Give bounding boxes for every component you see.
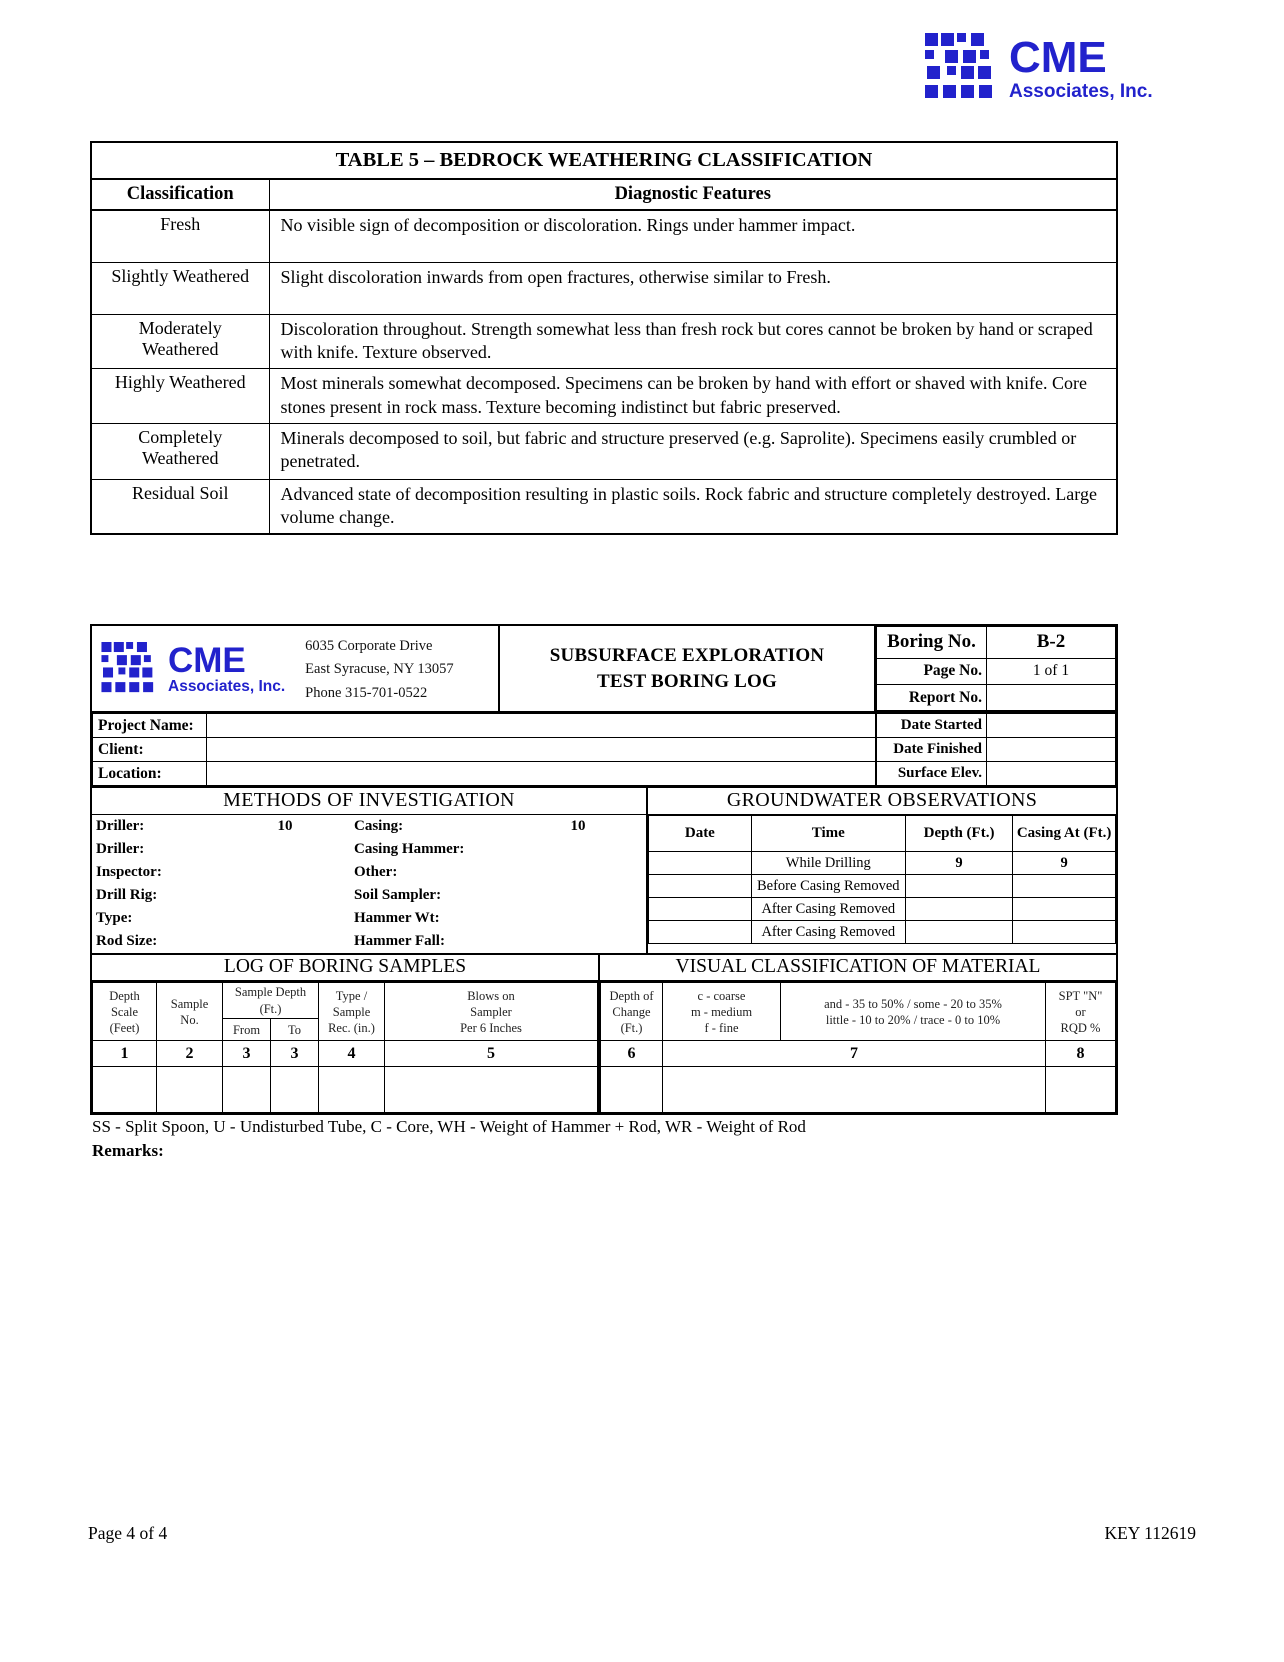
- methods-row: [92, 815, 646, 838]
- page-no-row: [877, 658, 1116, 684]
- date-elev-fields: [876, 713, 1116, 786]
- classification-number-row: [601, 1041, 1116, 1067]
- table5-title: TABLE 5 – BEDROCK WEATHERING CLASSIFICATION: [91, 142, 1117, 179]
- driller-label: Driller:: [96, 818, 145, 835]
- gw-depth[interactable]: [905, 875, 1012, 898]
- project-name-label: Project Name:: [93, 714, 207, 738]
- sample-legend: SS - Split Spoon, U - Undisturbed Tube, C - Core, WH - Weight of Hammer + Rod, WR - Weight of Rod: [92, 1117, 806, 1136]
- project-name-value[interactable]: [207, 714, 876, 738]
- gw-time: Before Casing Removed: [751, 875, 905, 898]
- col-num-4: 4: [319, 1041, 385, 1067]
- date-finished-label: Date Finished: [877, 738, 987, 762]
- casing-label: Casing:: [354, 818, 404, 835]
- driller-value[interactable]: 10: [277, 818, 293, 835]
- methods-row: [92, 884, 646, 907]
- gw-date[interactable]: [649, 921, 752, 944]
- document-title: [500, 626, 876, 711]
- header-type-rec: Type / Sample Rec. (in.): [319, 983, 385, 1041]
- cell-spt-n[interactable]: [1046, 1067, 1116, 1113]
- footer-key-number: KEY 112619: [1104, 1523, 1196, 1543]
- classification-cell: Residual Soil: [91, 479, 269, 534]
- client-value[interactable]: [207, 738, 876, 762]
- date-started-label: Date Started: [877, 714, 987, 738]
- visual-classification-section: [600, 955, 1116, 1113]
- casing-hammer-value[interactable]: [510, 838, 646, 861]
- hammer-wt-value[interactable]: [510, 907, 646, 930]
- drill-rig-value[interactable]: [220, 884, 350, 907]
- cell-type-rec[interactable]: [319, 1067, 385, 1113]
- gw-time: After Casing Removed: [751, 921, 905, 944]
- header-blows: Blows on Sampler Per 6 Inches: [385, 983, 598, 1041]
- features-cell: Discoloration throughout. Strength somewhat less than fresh rock but cores cannot be broken by hand or scraped with knife. Texture observed.: [269, 314, 1117, 369]
- table-row: [91, 210, 1117, 262]
- date-finished-value[interactable]: [987, 738, 1116, 762]
- features-cell: No visible sign of decomposition or discoloration. Rings under hammer impact.: [269, 210, 1117, 262]
- cell-material-description[interactable]: [663, 1067, 1046, 1113]
- driller2-value[interactable]: [220, 838, 350, 861]
- header-depth-change: Depth of Change (Ft.): [601, 983, 663, 1041]
- boring-no-row: [877, 627, 1116, 659]
- methods-groundwater-block: [92, 788, 1116, 955]
- header-depth-scale: Depth Scale (Feet): [93, 983, 157, 1041]
- classification-section-title: VISUAL CLASSIFICATION OF MATERIAL: [600, 955, 1116, 982]
- column-header-diagnostic-features: Diagnostic Features: [269, 179, 1117, 210]
- rod-size-label: Rod Size:: [96, 933, 158, 950]
- classification-data-row[interactable]: [601, 1067, 1116, 1113]
- col-num-6: 6: [601, 1041, 663, 1067]
- col-num-3a: 3: [223, 1041, 271, 1067]
- classification-header-row: [601, 983, 1116, 1041]
- company-address: [293, 632, 453, 705]
- page-no-value[interactable]: 1 of 1: [987, 658, 1116, 684]
- project-fields: [92, 713, 876, 786]
- groundwater-row: [649, 898, 1116, 921]
- location-label: Location:: [93, 762, 207, 786]
- cme-subtitle: Associates, Inc.: [168, 677, 286, 695]
- groundwater-observations-section: [648, 788, 1116, 953]
- groundwater-section-title: GROUNDWATER OBSERVATIONS: [648, 788, 1116, 815]
- surface-elev-row: [877, 762, 1116, 786]
- gw-casing-at[interactable]: 9: [1013, 852, 1116, 875]
- address-line-1: 6035 Corporate Drive: [305, 638, 433, 654]
- table-row: [91, 479, 1117, 534]
- location-row: [93, 762, 876, 786]
- features-cell: Most minerals somewhat decomposed. Specimens can be broken by hand with effort or shaved with knife. Core stones present in rock mass. Texture becoming indistinct but fabric preserved.: [269, 369, 1117, 424]
- cme-pixel-mark-icon: [925, 33, 999, 103]
- methods-row: [92, 861, 646, 884]
- other-label: Other:: [354, 864, 398, 881]
- casing-value[interactable]: 10: [570, 818, 586, 835]
- boring-no-value[interactable]: B-2: [987, 627, 1116, 659]
- features-cell: Minerals decomposed to soil, but fabric and structure preserved (e.g. Saprolite). Specimens easily crumbled or penetrated.: [269, 423, 1117, 479]
- col-num-8: 8: [1046, 1041, 1116, 1067]
- cell-depth-scale[interactable]: [93, 1067, 157, 1113]
- cell-depth-change[interactable]: [601, 1067, 663, 1113]
- log-of-boring-samples-section: [92, 955, 600, 1113]
- samples-classification-block: [92, 955, 1116, 1113]
- gw-date[interactable]: [649, 875, 752, 898]
- table-row: [91, 423, 1117, 479]
- inspector-label: Inspector:: [96, 864, 162, 881]
- header-proportions: and - 35 to 50% / some - 20 to 35% little - 10 to 20% / trace - 0 to 10%: [781, 983, 1046, 1041]
- surface-elev-label: Surface Elev.: [877, 762, 987, 786]
- document-title-line-1: SUBSURFACE EXPLORATION: [549, 645, 825, 667]
- table-row: [91, 262, 1117, 314]
- cme-logo-header: [925, 28, 1225, 108]
- address-line-3: Phone 315-701-0522: [305, 684, 428, 701]
- gw-header-date: Date: [649, 816, 752, 852]
- table-header-row: [91, 179, 1117, 210]
- rod-size-value[interactable]: [220, 930, 350, 953]
- drill-rig-label: Drill Rig:: [96, 887, 158, 904]
- methods-section-title: METHODS OF INVESTIGATION: [92, 788, 646, 815]
- type-label: Type:: [96, 910, 133, 927]
- header-sample-depth-to: To: [271, 1018, 319, 1041]
- table-row: [91, 369, 1117, 424]
- methods-of-investigation-section: [92, 788, 648, 953]
- col-num-7: 7: [663, 1041, 1046, 1067]
- boring-no-label: Boring No.: [877, 627, 987, 659]
- classification-cell: Highly Weathered: [91, 369, 269, 424]
- remarks-label: Remarks:: [92, 1141, 164, 1160]
- col-num-1: 1: [93, 1041, 157, 1067]
- casing-hammer-label: Casing Hammer:: [354, 841, 465, 858]
- cme-pixel-mark-icon: [100, 642, 160, 696]
- hammer-fall-label: Hammer Fall:: [354, 933, 445, 950]
- gw-depth[interactable]: [905, 898, 1012, 921]
- header-spt-n: SPT "N" or RQD %: [1046, 983, 1116, 1041]
- cme-logo-boring-log: [92, 626, 500, 711]
- report-no-label: Report No.: [877, 684, 987, 710]
- gw-depth[interactable]: 9: [905, 852, 1012, 875]
- samples-number-row: [93, 1041, 598, 1067]
- surface-elev-value[interactable]: [987, 762, 1116, 786]
- gw-time: While Drilling: [751, 852, 905, 875]
- date-finished-row: [877, 738, 1116, 762]
- gw-date[interactable]: [649, 898, 752, 921]
- gw-time: After Casing Removed: [751, 898, 905, 921]
- cme-wordmark: CME: [1009, 32, 1107, 82]
- gw-header-time: Time: [751, 816, 905, 852]
- soil-sampler-value[interactable]: [510, 884, 646, 907]
- header-sample-no: Sample No.: [157, 983, 223, 1041]
- cell-sample-no[interactable]: [157, 1067, 223, 1113]
- boring-log-masthead: [92, 626, 1116, 713]
- samples-section-title: LOG OF BORING SAMPLES: [92, 955, 598, 982]
- col-num-5: 5: [385, 1041, 598, 1067]
- features-cell: Advanced state of decomposition resulting in plastic soils. Rock fabric and structure completely destroyed. Large volume change.: [269, 479, 1117, 534]
- groundwater-header-row: [649, 816, 1116, 852]
- date-started-row: [877, 714, 1116, 738]
- hammer-fall-value[interactable]: [510, 930, 646, 953]
- project-name-row: [93, 714, 876, 738]
- hammer-wt-label: Hammer Wt:: [354, 910, 440, 927]
- location-value[interactable]: [207, 762, 876, 786]
- features-cell: Slight discoloration inwards from open fractures, otherwise similar to Fresh.: [269, 262, 1117, 314]
- groundwater-row: [649, 875, 1116, 898]
- cme-subtitle: Associates, Inc.: [1009, 80, 1153, 102]
- methods-row: [92, 907, 646, 930]
- samples-header-row: [93, 983, 598, 1019]
- gw-date[interactable]: [649, 852, 752, 875]
- classification-cell: Fresh: [91, 210, 269, 262]
- client-row: [93, 738, 876, 762]
- header-sample-depth: Sample Depth (Ft.): [223, 983, 319, 1019]
- gw-header-casing-at: Casing At (Ft.): [1013, 816, 1116, 852]
- header-sample-depth-from: From: [223, 1018, 271, 1041]
- header-grain-size: c - coarse m - medium f - fine: [663, 983, 781, 1041]
- test-boring-log-form: [90, 624, 1118, 1115]
- client-label: Client:: [93, 738, 207, 762]
- soil-sampler-label: Soil Sampler:: [354, 887, 442, 904]
- col-num-3b: 3: [271, 1041, 319, 1067]
- inspector-value[interactable]: [220, 861, 350, 884]
- classification-cell: Moderately Weathered: [91, 314, 269, 369]
- cell-depth-from[interactable]: [223, 1067, 271, 1113]
- cme-wordmark: CME: [168, 640, 246, 680]
- footer-page-number: Page 4 of 4: [88, 1523, 168, 1543]
- bedrock-weathering-table: [90, 141, 1118, 535]
- gw-depth[interactable]: [905, 921, 1012, 944]
- samples-data-row[interactable]: [93, 1067, 598, 1113]
- cell-blows[interactable]: [385, 1067, 598, 1113]
- gw-header-depth: Depth (Ft.): [905, 816, 1012, 852]
- gw-casing-at[interactable]: [1013, 898, 1116, 921]
- gw-casing-at[interactable]: [1013, 921, 1116, 944]
- report-no-row: [877, 684, 1116, 710]
- cell-depth-to[interactable]: [271, 1067, 319, 1113]
- document-title-line-2: TEST BORING LOG: [596, 670, 778, 692]
- other-value[interactable]: [510, 861, 646, 884]
- methods-row: [92, 838, 646, 861]
- report-no-value[interactable]: [987, 684, 1116, 710]
- boring-identity-block: [876, 626, 1116, 711]
- groundwater-row: [649, 852, 1116, 875]
- type-value[interactable]: [220, 907, 350, 930]
- page-no-label: Page No.: [877, 658, 987, 684]
- address-line-2: East Syracuse, NY 13057: [305, 661, 454, 678]
- column-header-classification: Classification: [91, 179, 269, 210]
- methods-row: [92, 930, 646, 953]
- gw-casing-at[interactable]: [1013, 875, 1116, 898]
- col-num-2: 2: [157, 1041, 223, 1067]
- table-row: [91, 314, 1117, 369]
- table-title-row: [91, 142, 1117, 179]
- date-started-value[interactable]: [987, 714, 1116, 738]
- classification-cell: Slightly Weathered: [91, 262, 269, 314]
- driller2-label: Driller:: [96, 841, 145, 858]
- project-info-block: [92, 713, 1116, 788]
- groundwater-row: [649, 921, 1116, 944]
- classification-cell: Completely Weathered: [91, 423, 269, 479]
